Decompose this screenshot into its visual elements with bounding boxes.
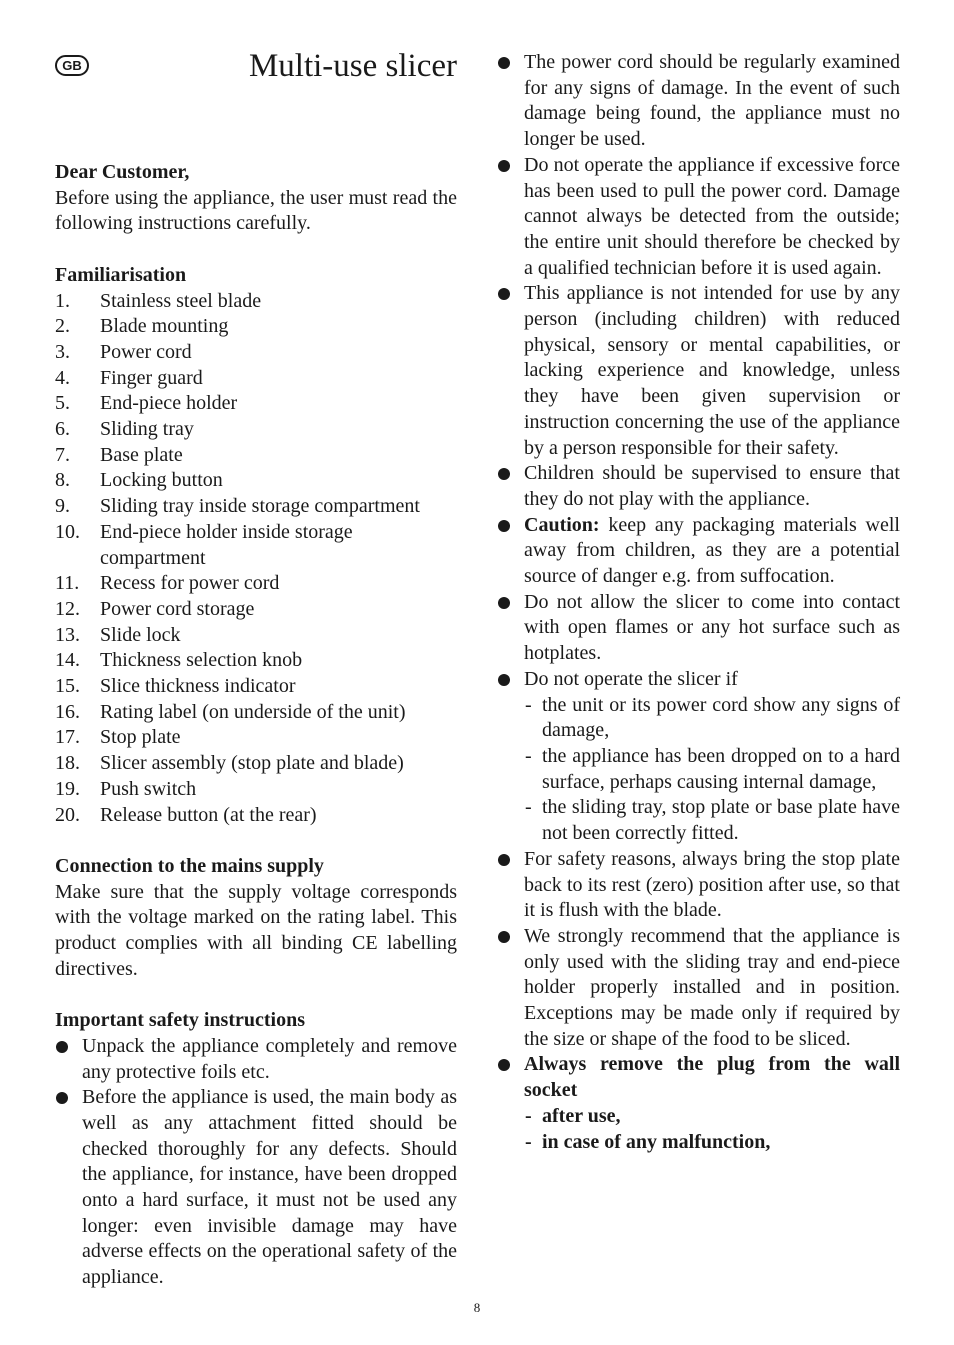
caution-text: keep any packaging materials well away from children, as they are a potential source of danger e.g. from suffocation. xyxy=(524,513,900,588)
sub-list-item: - the appliance has been dropped on to a hard surface, perhaps causing internal damage, xyxy=(524,744,900,795)
list-item: 14. Thickness selection knob xyxy=(55,649,303,672)
familiarisation-heading: Familiarisation xyxy=(55,263,187,286)
sub-list-item: - the sliding tray, stop plate or base plate have not been correctly fitted. xyxy=(524,795,900,846)
list-item: 18. Slicer assembly (stop plate and blade) xyxy=(55,752,404,775)
greeting: Dear Customer, xyxy=(55,161,190,183)
sub-list-item: - in case of any malfunction, xyxy=(524,1130,900,1156)
list-item: 13. Slide lock xyxy=(55,623,181,646)
list-item: 4. Finger guard xyxy=(55,366,203,389)
list-item xyxy=(497,667,900,847)
list-item xyxy=(497,1052,900,1155)
list-item: 3. Power cord xyxy=(55,340,192,363)
sub-list-item: - the unit or its power cord show any signs of damage, xyxy=(524,693,900,744)
list-item: 20. Release button (at the rear) xyxy=(55,803,317,826)
caution-label: Caution: xyxy=(524,513,600,536)
list-item: 12. Power cord storage xyxy=(55,597,255,620)
list-item-lead: Always remove the plug from the wall socket xyxy=(524,1053,900,1102)
list-item: Unpack the appliance completely and remove any protective foils etc. xyxy=(55,1034,457,1085)
right-column xyxy=(497,50,900,1155)
mains-heading: Connection to the mains supply xyxy=(55,854,324,877)
list-item: 16. Rating label (on underside of the unit) xyxy=(55,700,406,723)
language-badge: GB xyxy=(55,55,89,76)
intro-text: Before using the appliance, the user must read the following instructions carefully. xyxy=(55,186,457,235)
list-item: 6. Sliding tray xyxy=(55,418,194,441)
page-number: 8 xyxy=(473,1300,481,1315)
sub-list-item: - after use, xyxy=(524,1104,900,1130)
list-item xyxy=(497,513,900,590)
mains-text: Make sure that the supply voltage corresponds with the voltage marked on the rating label. This product complies with all binding CE labelling directives. xyxy=(55,880,457,980)
left-column xyxy=(55,160,457,1291)
list-item: 15. Slice thickness indicator xyxy=(55,675,296,698)
list-item: 7. Base plate xyxy=(55,443,183,466)
list-item: The power cord should be regularly examined for any signs of damage. In the event of such damage being found, the appliance must no longer be used. xyxy=(497,50,900,153)
list-item-lead: Do not operate the slicer if xyxy=(524,667,738,690)
list-item: 1. Stainless steel blade xyxy=(55,289,262,312)
list-item: 10. End-piece holder inside storage compartment xyxy=(55,520,353,569)
list-item: 17. Stop plate xyxy=(55,726,181,749)
list-item: 2. Blade mounting xyxy=(55,315,229,338)
page-title: Multi-use slicer xyxy=(248,48,457,84)
sub-list xyxy=(524,1104,900,1155)
list-item: Before the appliance is used, the main body as well as any attachment fitted should be checked thoroughly for any defects. Should the appliance, for instance, have been dropped onto a hard surface, it must not be used any longer: even invisible damage may have adverse effects on the operational safety of the appliance. xyxy=(55,1085,457,1291)
list-item: Children should be supervised to ensure that they do not play with the appliance. xyxy=(497,461,900,512)
parts-list xyxy=(55,289,457,829)
list-item: 19. Push switch xyxy=(55,777,197,800)
list-item: 5. End-piece holder xyxy=(55,392,238,415)
safety-list-right xyxy=(497,50,900,1155)
list-item: Do not operate the appliance if excessive force has been used to pull the power cord. Damage cannot always be detected from the outside; the entire unit should therefore be checked by a qualified technician before it is used again. xyxy=(497,153,900,282)
list-item: For safety reasons, always bring the stop plate back to its rest (zero) position after use, so that it is flush with the blade. xyxy=(497,847,900,924)
list-item: 8. Locking button xyxy=(55,469,223,492)
list-item: Do not allow the slicer to come into contact with open flames or any hot surface such as hotplates. xyxy=(497,590,900,667)
list-item: 11. Recess for power cord xyxy=(55,572,280,595)
list-item: 9. Sliding tray inside storage compartment xyxy=(55,495,420,518)
list-item: We strongly recommend that the appliance is only used with the sliding tray and end-piece holder properly installed and in position. Exceptions may be made only if required by the size or shape of the food to be sliced. xyxy=(497,924,900,1053)
safety-heading: Important safety instructions xyxy=(55,1009,305,1032)
safety-list-left xyxy=(55,1034,457,1291)
sub-list xyxy=(524,693,900,847)
list-item: This appliance is not intended for use by any person (including children) with reduced physical, sensory or mental capabilities, or lacking experience and knowledge, unless they have been given supervision or instruction concerning the use of the appliance by a person responsible for their safety. xyxy=(497,281,900,461)
